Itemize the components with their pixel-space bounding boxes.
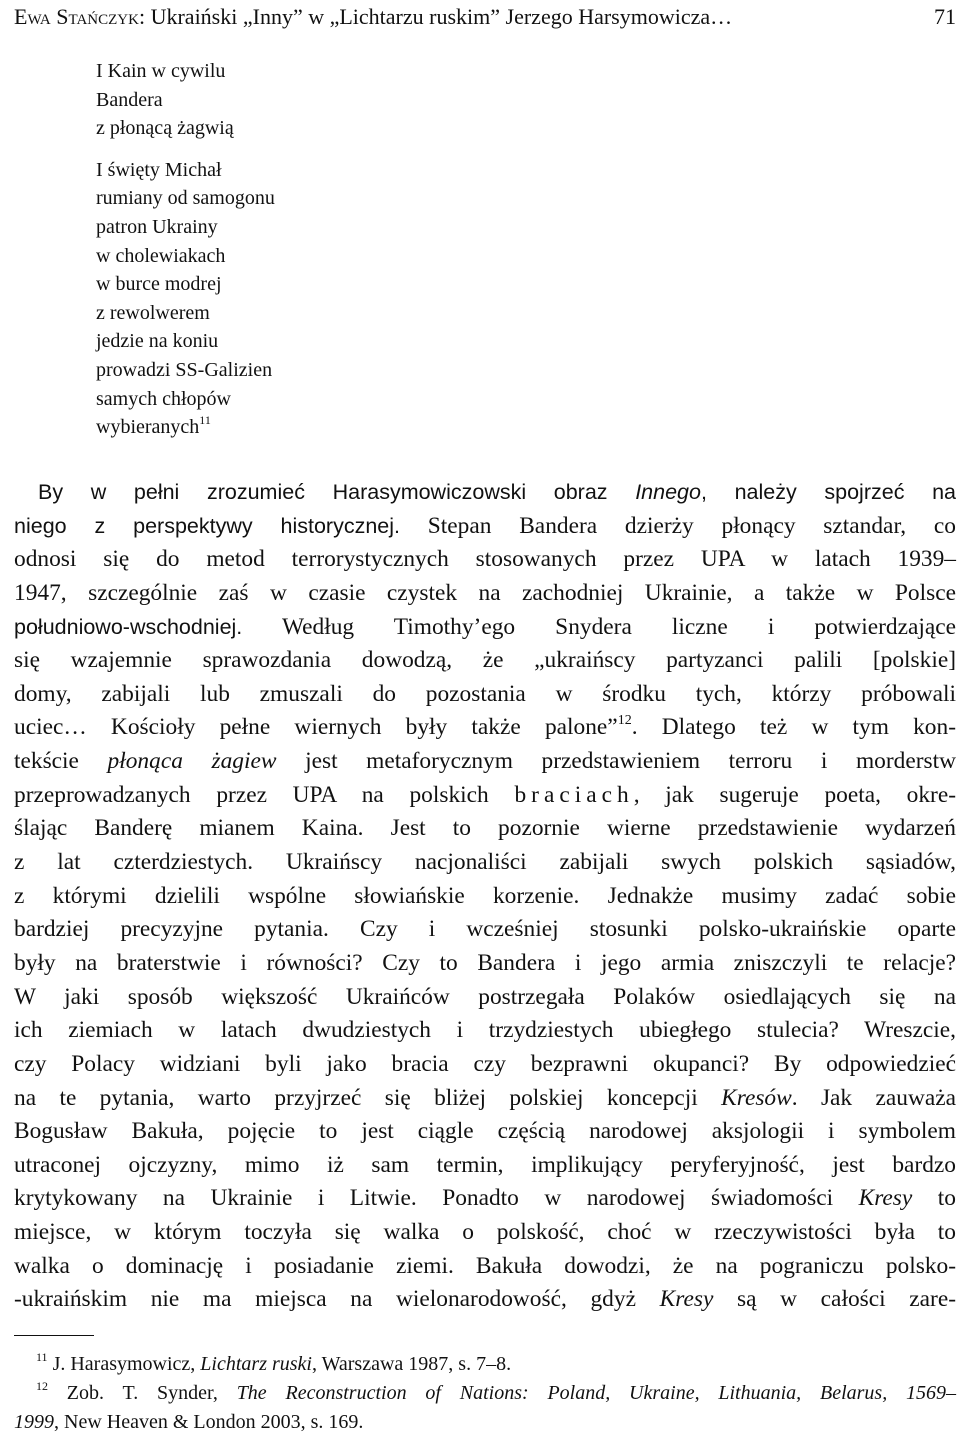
body-line: utraconej ojczyzny, mimo iż sam termin, implikujący peryferyjność, jest bardzo bbox=[14, 1151, 956, 1178]
body-line: na te pytania, warto przyjrzeć się bliżej polskiej koncepcji Kresów. Jak zauważa bbox=[14, 1084, 956, 1111]
body-line: południowo-wschodniej. Według Timothy’ego Snydera liczne i potwierdzające bbox=[14, 613, 956, 640]
body-line: uciec… Kościoły pełne wiernych były także palone”$^{12}$. Dlatego też w tym kon- bbox=[14, 713, 956, 741]
poem-line: rumiany od samogonu bbox=[96, 187, 275, 210]
footnote-ref-12: 12 bbox=[617, 713, 632, 729]
footnote-ref-11: 11 bbox=[199, 413, 211, 428]
body-line: czy Polacy widziani byli jako bracia czy bezprawni okupanci? By odpowiedzieć bbox=[14, 1050, 956, 1077]
footnote-11: $^{11}$ J. Harasymowicz, Lichtarz ruski, Warszawa 1987, s. 7–8. bbox=[36, 1350, 512, 1375]
poem-quotation bbox=[96, 57, 275, 442]
italic-term: Innego bbox=[635, 480, 701, 504]
poem-line: prowadzi SS-Galizien bbox=[96, 358, 273, 381]
spaced-term: braciach bbox=[514, 781, 634, 808]
body-line: 1947, szczególnie zaś w czasie czystek na zachodniej Ukrainie, a także w Polsce bbox=[14, 579, 956, 606]
italic-term: płonąca żagiew bbox=[107, 748, 277, 775]
body-line: niego z perspektywy historycznej. Stepan Bandera dzierży płonący sztandar, co bbox=[14, 512, 956, 539]
running-title: Ewa Stańczyk: Ukraiński „Inny” w „Lichtarzu ruskim” Jerzego Harsymowicza… bbox=[14, 4, 733, 29]
body-line: ich ziemiach w latach dwudziestych i trzydziestych ubiegłego stulecia? Wreszcie, bbox=[14, 1017, 956, 1044]
body-line: W jaki sposób większość Ukraińców postrzegała Polaków osiedlających się na bbox=[14, 983, 956, 1010]
body-text bbox=[14, 476, 956, 1317]
body-line: się wzajemnie sprawozdania dowodzą, że „ukraińscy partyzanci palili [polskie] bbox=[14, 647, 956, 674]
footnote-rule bbox=[14, 1335, 94, 1336]
body-line: -ukraińskim nie ma miejsca na wielonarodowość, gdyż Kresy są w całości zare- bbox=[14, 1286, 956, 1313]
italic-term: Kresy bbox=[858, 1185, 913, 1212]
body-line: odnosi się do metod terrorystycznych stosowanych przez UPA w latach 1939– bbox=[14, 546, 956, 573]
poem-line-last: wybieranych$^{11}$ bbox=[96, 413, 211, 439]
header-author: Ewa Stańczyk bbox=[14, 4, 139, 29]
body-line: ślając Banderę mianem Kaina. Jest to pozornie wierne przedstawienie wydarzeń bbox=[14, 815, 956, 842]
body-line: krytykowany na Ukrainie i Litwie. Ponadto w narodowej świadomości Kresy to bbox=[14, 1185, 956, 1212]
footnote-12-continued: 1999, New Heaven & London 2003, s. 169. bbox=[14, 1411, 364, 1433]
poem-line: I Kain w cywilu bbox=[96, 60, 226, 82]
poem-line: I święty Michał bbox=[96, 158, 222, 181]
body-line: były na braterstwie i równości? Czy to Bandera i jego armia zniszczyli te relacje? bbox=[14, 949, 956, 976]
poem-line: z rewolwerem bbox=[96, 301, 210, 324]
page-number: 71 bbox=[934, 4, 956, 29]
poem-line: w burce modrej bbox=[96, 273, 222, 296]
poem-line: jedzie na koniu bbox=[96, 330, 219, 353]
poem-line: z płonącą żagwią bbox=[96, 117, 234, 140]
body-line: tekście płonąca żagiew jest metaforycznym przedstawieniem terroru i morderstw bbox=[14, 748, 956, 775]
body-line: z którymi dzielili wspólne słowiańskie korzenie. Jednakże musimy zadać sobie bbox=[14, 882, 956, 909]
header-article-title: Ukraiński „Inny” w „Lichtarzu ruskim” Jerzego Harsymowicza… bbox=[150, 4, 733, 29]
footnotes bbox=[14, 1350, 956, 1437]
italic-term: Kresów bbox=[721, 1084, 792, 1111]
footnote-12: $^{12}$ Zob. T. Synder, The Reconstruction of Nations: Poland, Ukraine, Lithuania, Belarus, 1569– bbox=[36, 1379, 957, 1404]
poem-stanza-1 bbox=[96, 57, 275, 143]
body-line: z lat czterdziestych. Ukraińscy nacjonaliści zabijali swych polskich sąsiadów, bbox=[14, 849, 956, 876]
italic-term: Kresy bbox=[659, 1286, 714, 1313]
poem-line: Bandera bbox=[96, 88, 163, 111]
body-line: walka o dominację i posiadanie ziemi. Bakuła dowodzi, że na pograniczu polsko- bbox=[14, 1252, 956, 1279]
body-line: bardziej precyzyjne pytania. Czy i wcześniej stosunki polsko-ukraińskie oparte bbox=[14, 916, 956, 943]
body-line: Bogusław Bakuła, pojęcie to jest ciągle częścią narodowej aksjologii i symbolem bbox=[14, 1118, 956, 1145]
poem-line: samych chłopów bbox=[96, 387, 231, 410]
poem-stanza-2 bbox=[96, 156, 275, 442]
body-line: domy, zabijali lub zmuszali do pozostania w środku tych, którzy próbowali bbox=[14, 680, 956, 707]
poem-line: w cholewiakach bbox=[96, 244, 226, 267]
body-line: By w pełni zrozumieć Harasymowiczowski obraz Innego, należy spojrzeć na bbox=[38, 480, 956, 504]
poem-line: patron Ukrainy bbox=[96, 215, 218, 238]
body-line: przeprowadzanych przez UPA na polskich braciach, jak sugeruje poeta, okre- bbox=[14, 781, 957, 808]
body-line: miejsce, w którym toczyła się walka o polskość, choć w rzeczywistości była to bbox=[14, 1219, 956, 1246]
